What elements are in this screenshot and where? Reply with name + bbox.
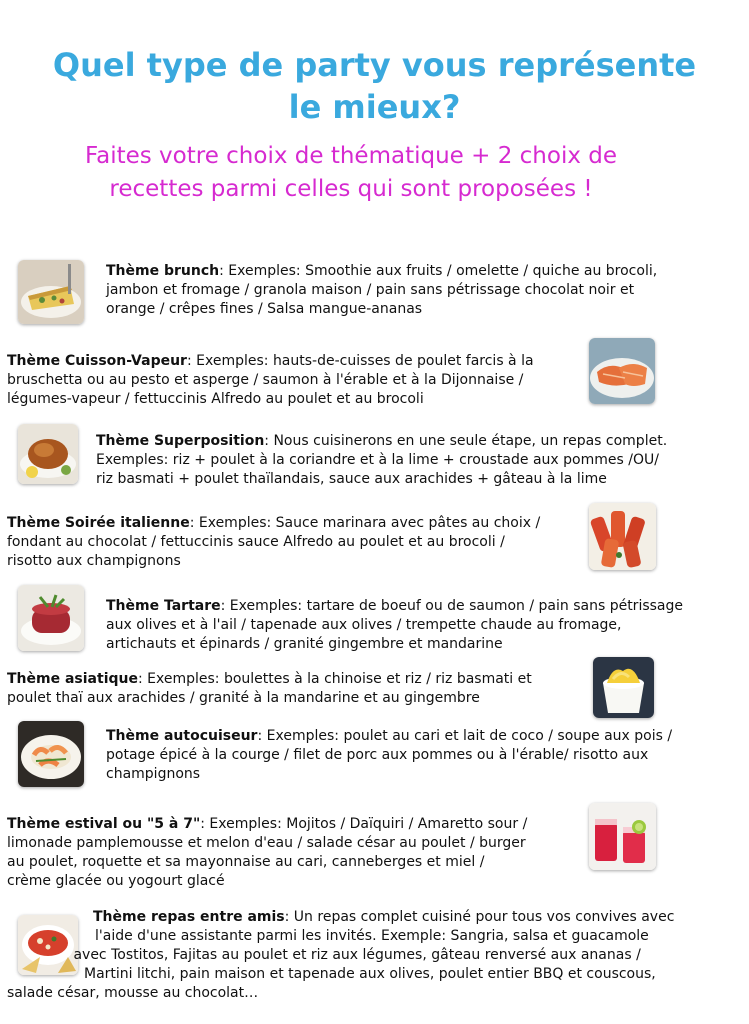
theme-repas-entre-amis: Thème repas entre amis: Un repas complet cuisiné pour tous vos convives avec l'aide d'une assistante parmi les invités. Exemple: Sangria, salsa et guacamole avec Tostitos, Fajitas au poulet et riz aux légumes, gâteau renversé aux ananas / Martini litchi, pain maison et tapenade aux olives, poulet entier BBQ et couscous, salade césar, mousse au chocolat…	[7, 909, 675, 1001]
theme-autocuiseur: Thème autocuiseur: Exemples: poulet au cari et lait de coco / soupe aux pois / potage épicé à la courge / filet de porc aux pommes ou à l'érable/ risotto aux champignons	[106, 728, 673, 782]
page-title	[0, 44, 749, 128]
theme-soiree-italienne: Thème Soirée italienne: Exemples: Sauce marinara avec pâtes au choix / fondant au chocolat / fettuccinis sauce Alfredo au poulet et au brocoli / risotto aux champignons	[7, 515, 541, 569]
theme-asiatique: Thème asiatique: Exemples: boulettes à la chinoise et riz / riz basmati et poulet thaï aux arachides / granité à la mandarine et au gingembre	[7, 671, 532, 706]
theme-name: Thème autocuiseur	[106, 728, 258, 744]
theme-name: Thème Cuisson-Vapeur	[7, 353, 187, 369]
theme-name: Thème repas entre amis	[93, 909, 285, 925]
theme-name: Thème Superposition	[96, 433, 265, 449]
salmon-photo	[589, 338, 655, 404]
page-title-line-2: le mieux?	[288, 88, 461, 126]
shrimp-plate-photo	[18, 721, 84, 787]
page-title-line-1: Quel type de party vous représente	[52, 46, 697, 84]
page-subtitle	[0, 140, 702, 206]
theme-name: Thème estival ou "5 à 7"	[7, 816, 201, 832]
pasta-photo	[589, 503, 656, 570]
page-subtitle-line-2: recettes parmi celles qui sont proposées !	[109, 176, 593, 202]
theme-tartare: Thème Tartare: Exemples: tartare de boeuf ou de saumon / pain sans pétrissage aux olives et à l'ail / tapenade aux olives / trempette chaude au fromage, artichauts et épinards / granité gingembre et mandarine	[106, 598, 683, 652]
theme-name: Thème Soirée italienne	[7, 515, 190, 531]
theme-superposition: Thème Superposition: Nous cuisinerons en une seule étape, un repas complet. Exemples: riz + poulet à la coriandre et à la lime + croustade aux pommes /OU/ riz basmati + poulet thaïlandais, sauce aux arachides + gâteau à la lime	[96, 433, 668, 487]
theme-brunch: Thème brunch: Exemples: Smoothie aux fruits / omelette / quiche au brocoli, jambon et fromage / granola maison / pain sans pétrissage chocolat noir et orange / crêpes fines / Salsa mangue-ananas	[106, 263, 658, 317]
theme-cuisson-vapeur: Thème Cuisson-Vapeur: Exemples: hauts-de-cuisses de poulet farcis à la bruschetta ou au pesto et asperge / saumon à l'érable et à la Dijonnaise / légumes-vapeur / fettuccinis Alfredo au poulet et au brocoli	[7, 353, 534, 407]
theme-name: Thème asiatique	[7, 671, 138, 687]
theme-name: Thème Tartare	[106, 598, 221, 614]
granita-photo	[593, 657, 654, 718]
cocktails-photo	[589, 803, 656, 870]
quiche-photo	[18, 260, 84, 324]
tartare-photo	[18, 585, 84, 651]
page-subtitle-line-1: Faites votre choix de thématique + 2 choix de	[84, 143, 618, 169]
roast-chicken-photo	[18, 424, 78, 484]
theme-estival: Thème estival ou "5 à 7": Exemples: Mojitos / Daïquiri / Amaretto sour / limonade pamplemousse et melon d'eau / salade césar au poulet / burger au poulet, roquette et sa mayonnaise au cari, canneberges et miel / crème glacée ou yogourt glacé	[7, 816, 528, 889]
theme-name: Thème brunch	[106, 263, 220, 279]
